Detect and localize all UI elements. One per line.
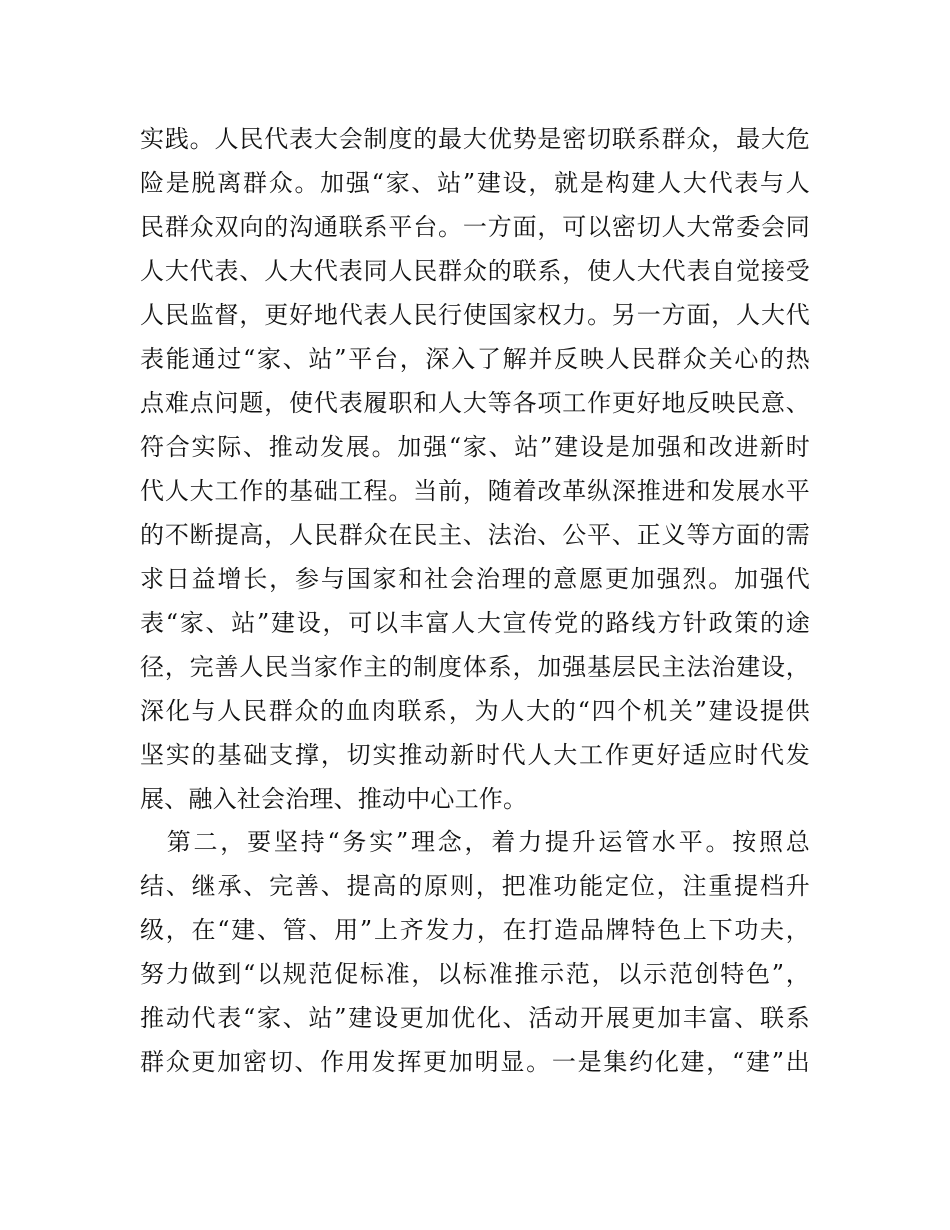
text-line: 展、融入社会治理、推动中心工作。	[140, 785, 528, 813]
text-line: 径，完善人民当家作主的制度体系，加强基层民主法治建设，	[140, 653, 810, 681]
text-line: 险是脱离群众。加强“家、站”建设，就是构建人大代表与人	[140, 169, 810, 197]
text-line: 民群众双向的沟通联系平台。一方面，可以密切人大常委会同	[140, 213, 810, 241]
text-line: 求日益增长，参与国家和社会治理的意愿更加强烈。加强代	[140, 565, 810, 593]
text-line: 点难点问题，使代表履职和人大等各项工作更好地反映民意、	[140, 389, 810, 417]
text-line: 群众更加密切、作用发挥更加明显。一是集约化建，“建”出	[140, 1048, 810, 1076]
text-line: 表能通过“家、站”平台，深入了解并反映人民群众关心的热	[140, 345, 810, 373]
text-line: 人民监督，更好地代表人民行使国家权力。另一方面，人大代	[140, 301, 810, 329]
text-line: 级，在“建、管、用”上齐发力，在打造品牌特色上下功夫，	[140, 916, 810, 944]
text-line: 人大代表、人大代表同人民群众的联系，使人大代表自觉接受	[140, 257, 810, 285]
text-line: 代人大工作的基础工程。当前，随着改革纵深推进和发展水平	[140, 477, 810, 505]
text-line: 实践。人民代表大会制度的最大优势是密切联系群众，最大危	[140, 125, 810, 153]
text-line: 结、继承、完善、提高的原则，把准功能定位，注重提档升	[140, 872, 810, 900]
text-line: 的不断提高，人民群众在民主、法治、公平、正义等方面的需	[140, 521, 810, 549]
text-line: 表“家、站”建设，可以丰富人大宣传党的路线方针政策的途	[140, 609, 810, 637]
paragraph-1	[140, 117, 810, 821]
text-line: 符合实际、推动发展。加强“家、站”建设是加强和改进新时	[140, 433, 810, 461]
text-line: 深化与人民群众的血肉联系，为人大的“四个机关”建设提供	[140, 697, 810, 725]
text-line: 推动代表“家、站”建设更加优化、活动开展更加丰富、联系	[140, 1004, 810, 1032]
text-line: 坚实的基础支撑，切实推动新时代人大工作更好适应时代发	[140, 741, 810, 769]
text-line: 第二，要坚持“务实”理念，着力提升运管水平。按照总	[140, 828, 810, 856]
text-line: 努力做到“以规范促标准，以标准推示范，以示范创特色”，	[140, 960, 810, 988]
paragraph-2	[140, 820, 810, 1084]
